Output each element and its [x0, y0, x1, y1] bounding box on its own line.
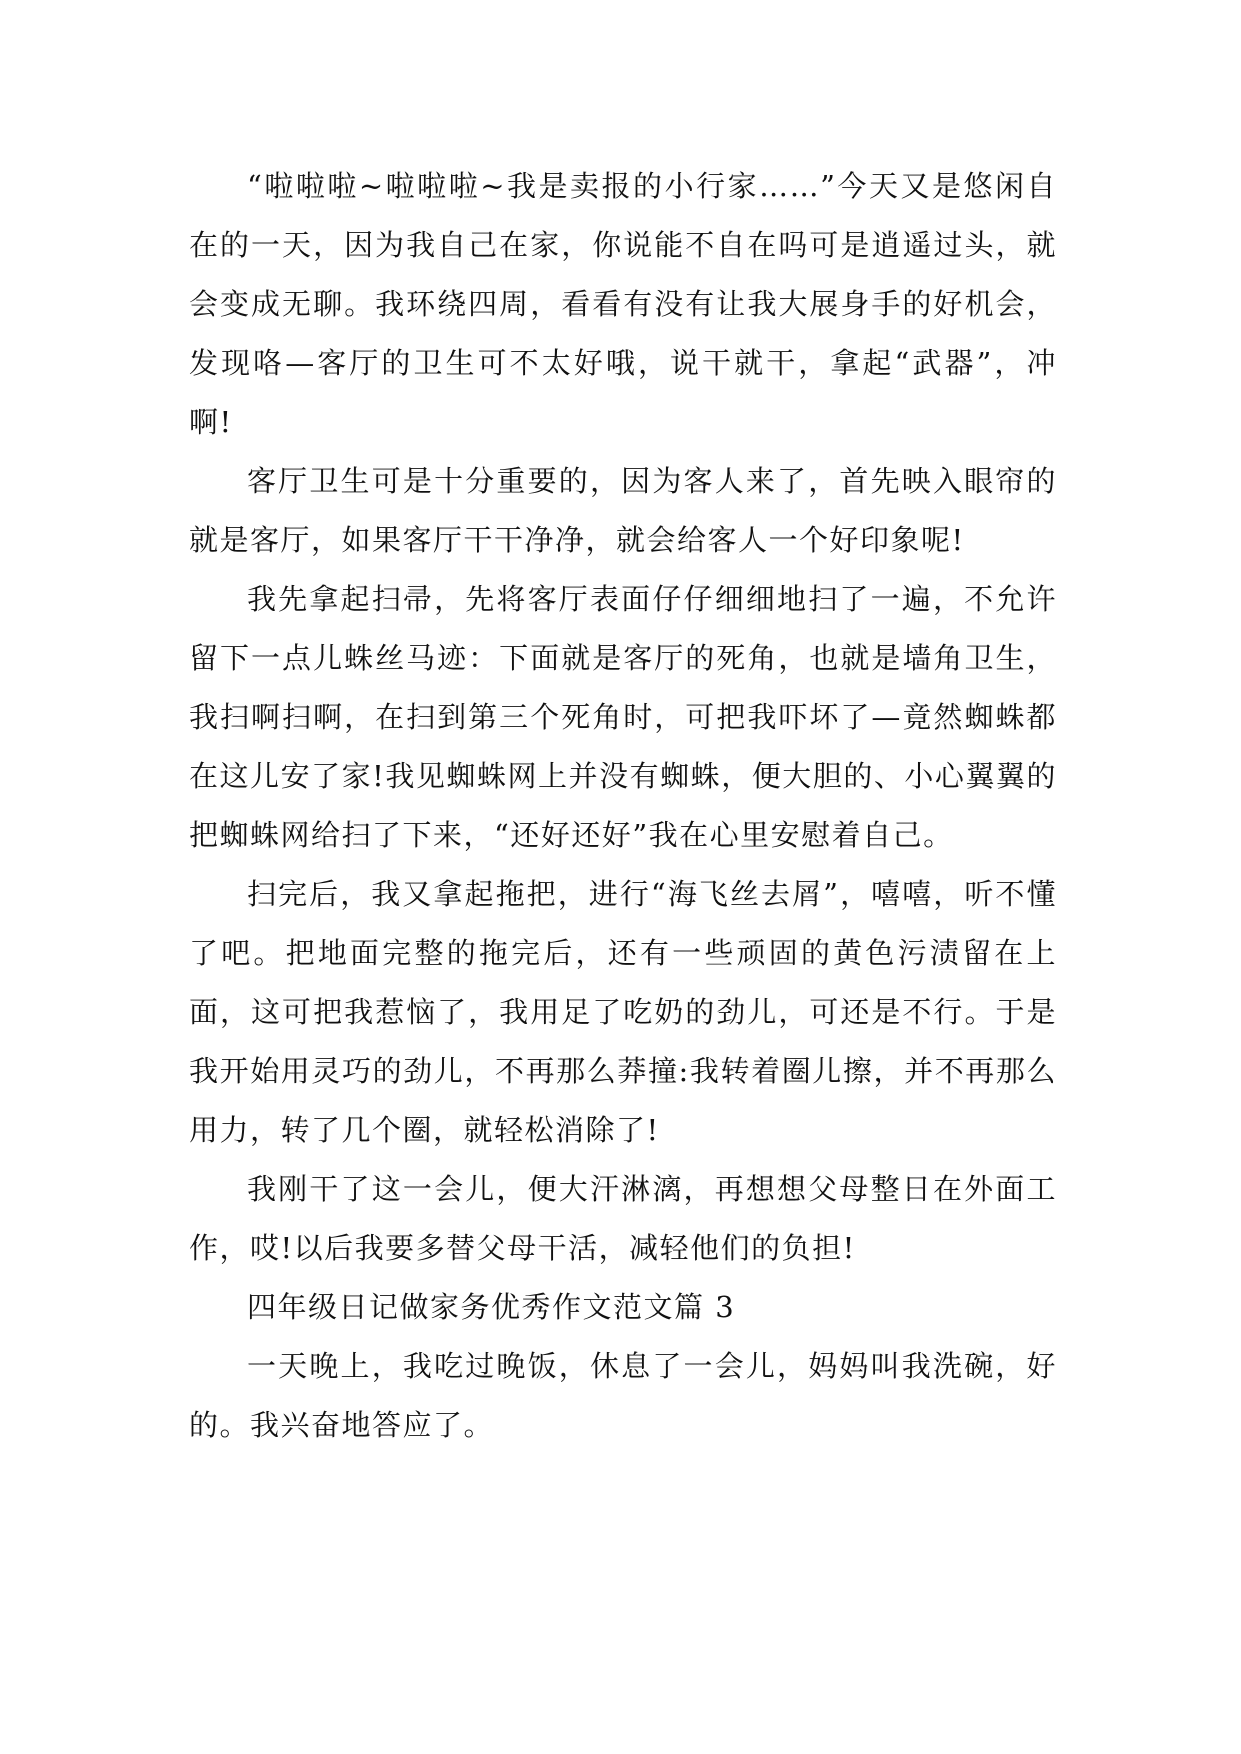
paragraph-2: 客厅卫生可是十分重要的，因为客人来了，首先映入眼帘的就是客厅，如果客厅干干净净，就会给客人一个好印象呢!	[189, 464, 1057, 557]
paragraph-3: 我先拿起扫帚，先将客厅表面仔仔细细地扫了一遍，不允许留下一点儿蛛丝马迹：下面就是客厅的死角，也就是墙角卫生，我扫啊扫啊，在扫到第三个死角时，可把我吓坏了—竟然蜘蛛都在这儿安了家!我见蜘蛛网上并没有蜘蛛，便大胆的、小心翼翼的把蜘蛛网给扫了下来，“还好还好”我在心里安慰着自己。	[189, 582, 1057, 852]
paragraph-4: 扫完后，我又拿起拖把，进行“海飞丝去屑”，嘻嘻，听不懂了吧。把地面完整的拖完后，还有一些顽固的黄色污渍留在上面，这可把我惹恼了，我用足了吃奶的劲儿，可还是不行。于是我开始用灵巧的劲儿，不再那么莽撞:我转着圈儿擦，并不再那么用力，转了几个圈，就轻松消除了!	[189, 877, 1057, 1147]
paragraph-1: “啦啦啦~啦啦啦~我是卖报的小行家……”今天又是悠闲自在的一天，因为我自己在家，你说能不自在吗可是逍遥过头，就会变成无聊。我环绕四周，看看有没有让我大展身手的好机会，发现咯—客厅的卫生可不太好哦，说干就干，拿起“武器”，冲啊!	[189, 169, 1057, 439]
paragraph-5: 我刚干了这一会儿，便大汗淋漓，再想想父母整日在外面工作，哎!以后我要多替父母干活，减轻他们的负担!	[189, 1172, 1057, 1265]
section-heading: 四年级日记做家务优秀作文范文篇 3	[247, 1290, 736, 1324]
document-body	[189, 157, 1057, 1455]
closing-paragraph: 一天晚上，我吃过晚饭，休息了一会儿，妈妈叫我洗碗，好的。我兴奋地答应了。	[189, 1349, 1057, 1442]
